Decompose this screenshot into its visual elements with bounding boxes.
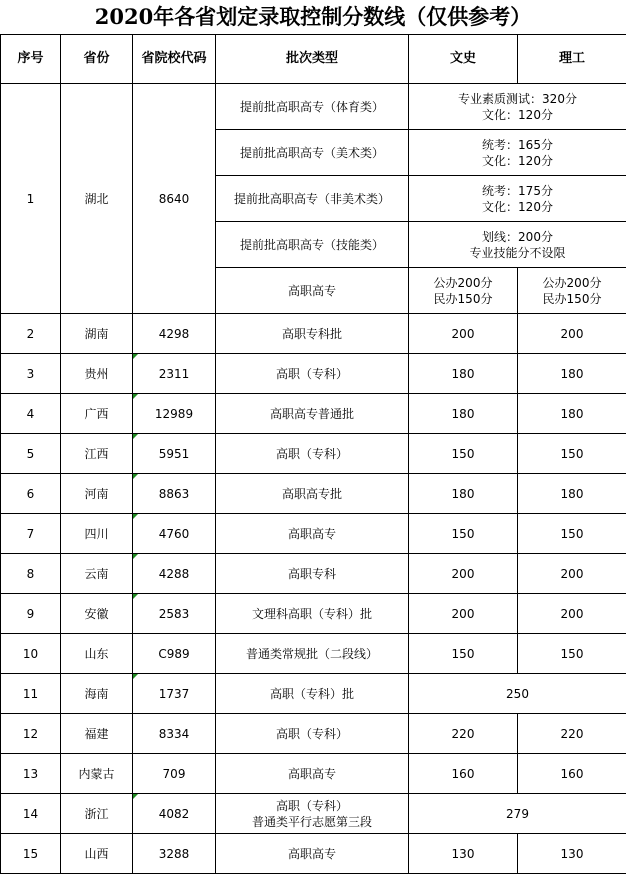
cell-province: 海南	[61, 674, 133, 714]
cell-code: 8640	[133, 84, 216, 314]
score-line: 民办150分	[433, 291, 493, 306]
cell-province: 四川	[61, 514, 133, 554]
cell-score-merged	[409, 130, 626, 176]
cell-code: 709	[133, 754, 216, 794]
score-line: 公办200分	[542, 275, 602, 290]
header-wenshi: 文史	[409, 35, 518, 84]
cell-province: 江西	[61, 434, 133, 474]
cell-score-merged	[409, 222, 626, 268]
cell-wenshi: 160	[409, 754, 518, 794]
cell-batch: 高职高专	[216, 834, 409, 874]
header-no: 序号	[1, 35, 61, 84]
cell-no: 4	[1, 394, 61, 434]
cell-wenshi: 200	[409, 554, 518, 594]
table-row	[1, 434, 626, 474]
cell-no: 14	[1, 794, 61, 834]
table-row	[1, 834, 626, 874]
cell-province: 山东	[61, 634, 133, 674]
cell-ligong: 200	[518, 554, 626, 594]
cell-code: 5951	[133, 434, 216, 474]
cell-code: 3288	[133, 834, 216, 874]
cell-score-merged	[409, 84, 626, 130]
cell-wenshi: 150	[409, 514, 518, 554]
table-row	[1, 84, 626, 130]
cell-wenshi: 220	[409, 714, 518, 754]
score-line: 文化：120分	[482, 199, 553, 214]
cell-batch: 高职高专	[216, 268, 409, 314]
table-row	[1, 514, 626, 554]
cell-ligong: 150	[518, 434, 626, 474]
table-row	[1, 474, 626, 514]
cell-batch	[216, 794, 409, 834]
cell-code: 2311	[133, 354, 216, 394]
cell-wenshi: 150	[409, 634, 518, 674]
cell-no: 9	[1, 594, 61, 634]
cell-batch: 高职（专科）	[216, 714, 409, 754]
cell-no: 6	[1, 474, 61, 514]
cell-no: 1	[1, 84, 61, 314]
cell-province: 广西	[61, 394, 133, 434]
score-line: 公办200分	[433, 275, 493, 290]
table-row	[1, 794, 626, 834]
cell-wenshi: 180	[409, 474, 518, 514]
score-line: 文化：120分	[482, 153, 553, 168]
table-row	[1, 754, 626, 794]
cell-province: 山西	[61, 834, 133, 874]
cell-batch: 高职高专普通批	[216, 394, 409, 434]
cell-batch: 提前批高职高专（体育类）	[216, 84, 409, 130]
cell-code: 4082	[133, 794, 216, 834]
cell-batch: 高职专科批	[216, 314, 409, 354]
cell-batch: 高职（专科）批	[216, 674, 409, 714]
cell-batch: 提前批高职高专（非美术类）	[216, 176, 409, 222]
cell-batch: 高职高专批	[216, 474, 409, 514]
cell-score-merged	[409, 176, 626, 222]
cell-province: 浙江	[61, 794, 133, 834]
score-line: 划线：200分	[482, 229, 553, 244]
score-line: 民办150分	[542, 291, 602, 306]
table-row	[1, 554, 626, 594]
cell-score-merged: 279	[409, 794, 626, 834]
cell-batch: 高职（专科）	[216, 354, 409, 394]
header-province: 省份	[61, 35, 133, 84]
cell-code: C989	[133, 634, 216, 674]
cell-no: 12	[1, 714, 61, 754]
cell-ligong: 180	[518, 394, 626, 434]
cell-code: 4298	[133, 314, 216, 354]
cell-province: 贵州	[61, 354, 133, 394]
cell-batch: 文理科高职（专科）批	[216, 594, 409, 634]
cell-ligong: 220	[518, 714, 626, 754]
cell-no: 3	[1, 354, 61, 394]
cell-wenshi	[409, 268, 518, 314]
cell-no: 8	[1, 554, 61, 594]
cell-wenshi: 130	[409, 834, 518, 874]
header-ligong: 理工	[518, 35, 626, 84]
page-title: 2020年各省划定录取控制分数线（仅供参考）	[94, 4, 532, 29]
cell-ligong: 200	[518, 314, 626, 354]
score-line: 专业技能分不设限	[469, 245, 566, 260]
cell-batch: 普通类常规批（二段线）	[216, 634, 409, 674]
batch-line: 高职（专科）	[275, 798, 348, 813]
cell-code: 8334	[133, 714, 216, 754]
cell-ligong: 200	[518, 594, 626, 634]
cell-no: 11	[1, 674, 61, 714]
table-row	[1, 394, 626, 434]
cell-wenshi: 150	[409, 434, 518, 474]
cell-ligong: 180	[518, 474, 626, 514]
cell-province: 福建	[61, 714, 133, 754]
score-line: 专业素质测试：320分	[458, 91, 577, 106]
cell-no: 13	[1, 754, 61, 794]
cell-no: 2	[1, 314, 61, 354]
cell-batch: 提前批高职高专（技能类）	[216, 222, 409, 268]
cell-code: 4288	[133, 554, 216, 594]
table-row	[1, 714, 626, 754]
header-row	[1, 35, 626, 84]
score-line: 文化：120分	[482, 107, 553, 122]
cell-province: 湖北	[61, 84, 133, 314]
cell-province: 安徽	[61, 594, 133, 634]
table-row	[1, 314, 626, 354]
cell-code: 2583	[133, 594, 216, 634]
cell-no: 15	[1, 834, 61, 874]
cell-province: 河南	[61, 474, 133, 514]
cell-score-merged: 250	[409, 674, 626, 714]
cell-province: 内蒙古	[61, 754, 133, 794]
table-row	[1, 674, 626, 714]
cell-code: 4760	[133, 514, 216, 554]
cell-ligong: 150	[518, 514, 626, 554]
cell-province: 湖南	[61, 314, 133, 354]
cell-ligong: 160	[518, 754, 626, 794]
score-line: 统考：175分	[482, 183, 553, 198]
score-line: 统考：165分	[482, 137, 553, 152]
cell-code: 8863	[133, 474, 216, 514]
cell-batch: 高职高专	[216, 754, 409, 794]
score-table	[0, 34, 626, 874]
cell-ligong: 130	[518, 834, 626, 874]
cell-wenshi: 200	[409, 594, 518, 634]
cell-ligong: 180	[518, 354, 626, 394]
cell-batch: 高职专科	[216, 554, 409, 594]
cell-wenshi: 180	[409, 354, 518, 394]
cell-batch: 高职高专	[216, 514, 409, 554]
cell-no: 7	[1, 514, 61, 554]
cell-ligong: 150	[518, 634, 626, 674]
header-batch: 批次类型	[216, 35, 409, 84]
cell-no: 10	[1, 634, 61, 674]
cell-code: 12989	[133, 394, 216, 434]
cell-code: 1737	[133, 674, 216, 714]
cell-no: 5	[1, 434, 61, 474]
cell-wenshi: 200	[409, 314, 518, 354]
batch-line: 普通类平行志愿第三段	[251, 814, 372, 829]
cell-batch: 高职（专科）	[216, 434, 409, 474]
cell-wenshi: 180	[409, 394, 518, 434]
table-row	[1, 634, 626, 674]
table-row	[1, 354, 626, 394]
cell-ligong	[518, 268, 626, 314]
header-code: 省院校代码	[133, 35, 216, 84]
cell-province: 云南	[61, 554, 133, 594]
cell-batch: 提前批高职高专（美术类）	[216, 130, 409, 176]
table-row	[1, 594, 626, 634]
